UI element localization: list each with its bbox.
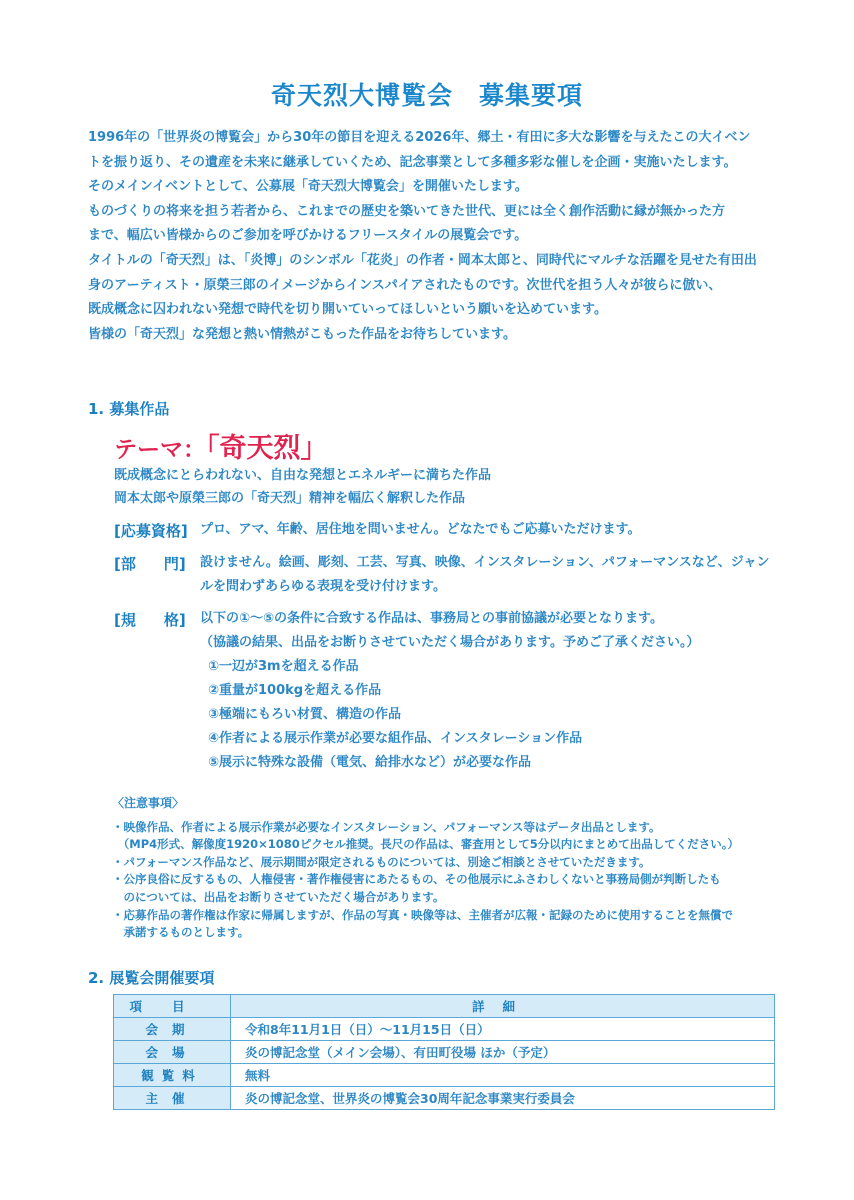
intro-line: 身のアーティスト・原榮三郎のイメージからインスパイアされたものです。次世代を担う人々が彼らに倣い、	[88, 277, 722, 293]
note-line: （MP4形式、解像度1920×1080ピクセル推奨。長尺の作品は、審査用として5分以内にまとめて出品してください。）	[112, 837, 740, 852]
eligibility-line: プロ、アマ、年齢、居住地を問いません。どなたでもご応募いただけます。	[200, 522, 641, 537]
notes-heading: 〈注意事項〉	[112, 796, 185, 810]
spec-label	[114, 609, 186, 630]
theme-desc-line: 岡本太郎や原榮三郎の「奇天烈」精神を幅広く解釈した作品	[114, 491, 466, 506]
table-header-row	[114, 995, 775, 1018]
section1-heading: 1. 募集作品	[88, 400, 170, 418]
spec-item: ①一辺が3mを超える作品	[208, 659, 359, 674]
table-value: 炎の博記念堂、世界炎の博覧会30周年記念事業実行委員会	[231, 1087, 775, 1110]
category-label-a: [部	[114, 555, 136, 573]
table-value: 令和8年11月1日（日）～11月15日（日）	[231, 1018, 775, 1041]
table-key: 観覧料	[114, 1064, 231, 1087]
theme-title	[114, 426, 328, 465]
spec-line: 以下の①～⑤の条件に合致する作品は、事務局との事前協議が必要となります。	[200, 611, 663, 626]
spec-label-b: 格]	[163, 611, 186, 629]
note-line: ・応募作品の著作権は作家に帰属しますが、作品の写真・映像等は、主催者が広報・記録のために使用することを無償で	[112, 907, 733, 922]
category-text	[200, 551, 770, 599]
category-label-b: 門]	[163, 555, 186, 573]
table-header-key: 項目	[114, 995, 231, 1018]
table-header-value: 詳細	[231, 995, 775, 1018]
table-key: 主催	[114, 1087, 231, 1110]
note-line: のについては、出品をお断りさせていただく場合があります。	[112, 889, 445, 904]
table-row	[114, 1064, 775, 1087]
spec-item: ②重量が100kgを超える作品	[208, 683, 382, 698]
eligibility-text	[200, 518, 640, 542]
table-value: 炎の博記念堂（メイン会場）、有田町役場 ほか（予定）	[231, 1041, 775, 1064]
table-row	[114, 1041, 775, 1064]
note-line: ・映像作品、作者による展示作業が必要なインスタレーション、パフォーマンス等はデータ出品とします。	[112, 819, 661, 834]
spec-text	[200, 607, 699, 775]
category-line: 設けません。絵画、彫刻、工芸、写真、映像、インスタレーション、パフォーマンスなど、ジャン	[200, 555, 770, 570]
section2-heading: 2. 展覧会開催要項	[88, 969, 215, 987]
page-title: 奇天烈大博覧会 募集要項	[270, 81, 583, 110]
table-row	[114, 1018, 775, 1041]
category-line: ルを問わずあらゆる表現を受け付けます。	[200, 579, 446, 594]
spec-line: （協議の結果、出品をお断りさせていただく場合があります。予めご了承ください。）	[200, 635, 700, 650]
spec-item: ③極端にもろい材質、構造の作品	[208, 707, 402, 722]
table-value: 無料	[231, 1064, 775, 1087]
table-row	[114, 1087, 775, 1110]
notes-block	[112, 795, 739, 942]
intro-line: そのメインイベントとして、公募展「奇天烈大博覧会」を開催いたします。	[88, 179, 528, 195]
spec-item: ④作者による展示作業が必要な組作品、インスタレーション作品	[208, 731, 583, 746]
category-label	[114, 553, 186, 574]
table-key: 会場	[114, 1041, 231, 1064]
intro-line: ものづくりの将来を担う若者から、これまでの歴史を築いてきた世代、更には全く創作活動に縁が無かった方	[88, 203, 726, 219]
intro-text	[88, 126, 788, 347]
table-key: 会期	[114, 1018, 231, 1041]
intro-line: タイトルの「奇天烈」は、「炎博」のシンボル「花炎」の作者・岡本太郎と、同時代にマルチな活躍を見せた有田出	[88, 252, 757, 268]
intro-line: 既成概念に囚われない発想で時代を切り開いていってほしいという願いを込めています。	[88, 302, 607, 318]
intro-line: 皆様の「奇天烈」な発想と熱い情熱がこもった作品をお待ちしています。	[88, 326, 516, 342]
spec-item: ⑤展示に特殊な設備（電気、給排水など）が必要な作品	[208, 755, 532, 770]
intro-line: 1996年の「世界炎の博覧会」から30年の節目を迎える2026年、郷土・有田に多大な影響を与えたこの大イベン	[88, 130, 751, 145]
eligibility-label: [応募資格]	[114, 522, 188, 540]
note-line: ・公序良俗に反するもの、人権侵害・著作権侵害にあたるもの、その他展示にふさわしくないと事務局側が判断したも	[112, 872, 721, 887]
spec-label-a: [規	[114, 611, 136, 629]
note-line: 承諾するものとします。	[112, 925, 250, 940]
note-line: ・パフォーマンス作品など、展示期間が限定されるものについては、別途ご相談とさせていただきます。	[112, 854, 651, 869]
theme-description	[114, 464, 491, 510]
theme-desc-line: 既成概念にとらわれない、自由な発想とエネルギーに満ちた作品	[114, 468, 492, 483]
intro-line: まで、幅広い皆様からのご参加を呼びかけるフリースタイルの展覧会です。	[88, 228, 528, 244]
theme-main: 「奇天烈」	[206, 433, 328, 464]
theme-prefix: テーマ：	[114, 437, 206, 463]
event-info-table	[113, 994, 775, 1110]
intro-line: トを振り返り、その遺産を未来に継承していくため、記念事業として多種多彩な催しを企画・実施いたします。	[88, 154, 737, 170]
